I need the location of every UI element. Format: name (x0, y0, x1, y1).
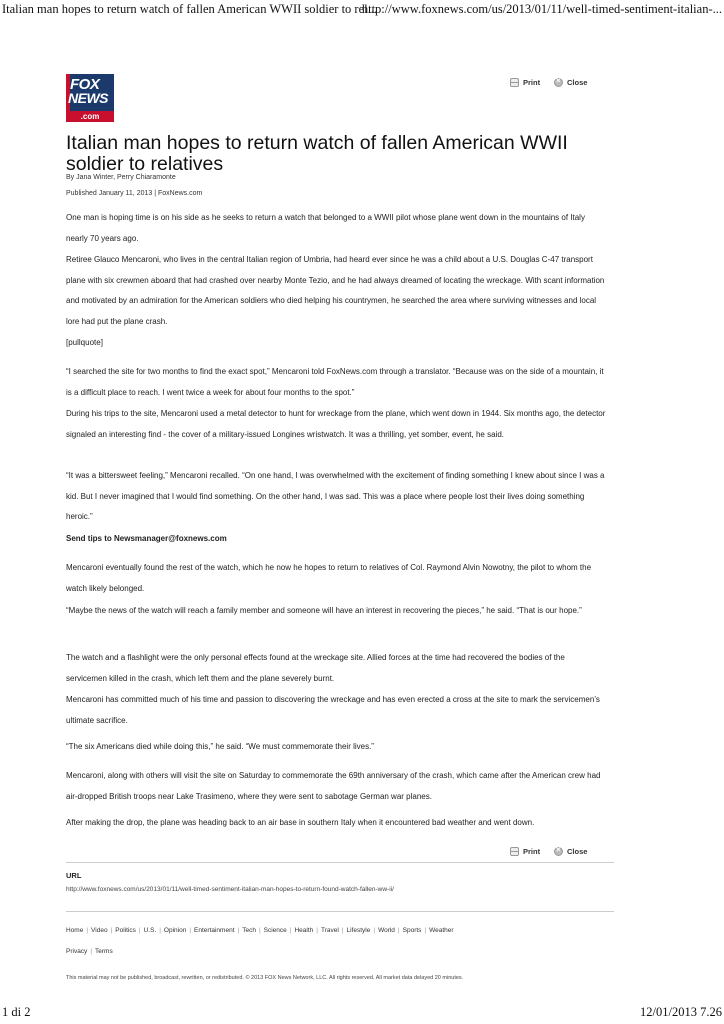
article-url[interactable]: http://www.foxnews.com/us/2013/01/11/well-timed-sentiment-italian-man-hopes-to-return-found-watch-fallen-ww-ii/ (66, 886, 394, 893)
nav-link-home[interactable]: Home (66, 927, 84, 934)
paragraph: Mencaroni has committed much of his time and passion to discovering the wreckage and has even erected a cross at the site to mark the servicemen’s ultimate sacrifice. (66, 695, 600, 725)
paragraph: Mencaroni, along with others will visit the site on Saturday to commemorate the 69th anniversary of the crash, which came after the American crew had air-dropped British troops near Lake Trasimeno, where they were sent to sabotage German war planes. (66, 771, 601, 801)
nav-link-science[interactable]: Science (263, 927, 287, 934)
printer-icon (510, 847, 519, 856)
nav-link-health[interactable]: Health (294, 927, 314, 934)
byline: By Jana Winter, Perry Chiaramonte (66, 174, 176, 181)
copyright-notice: This material may not be published, broadcast, rewritten, or redistributed. © 2013 FOX News Network, LLC. All rights reserved. All market data delayed 20 minutes. (66, 975, 464, 981)
print-datetime: 12/01/2013 7.26 (640, 1005, 722, 1019)
tips-line: Send tips to Newsmanager@foxnews.com (66, 534, 227, 543)
paragraph: After making the drop, the plane was heading back to an air base in southern Italy when it encountered bad weather and went down. (66, 818, 535, 827)
paragraph: One man is hoping time is on his side as he seeks to return a watch that belonged to a WWII pilot whose plane went down in the mountains of Italy nearly 70 years ago. (66, 213, 585, 243)
browser-url: http://www.foxnews.com/us/2013/01/11/well-timed-sentiment-italian-... (361, 2, 722, 16)
paragraph: The watch and a flashlight were the only personal effects found at the wreckage site. Allied forces at the time had recovered the bodies of the servicemen killed in the crash, which left them and the plane severely burnt. (66, 653, 565, 683)
nav-link-world[interactable]: World (378, 927, 395, 934)
fox-news-logo[interactable] (66, 74, 114, 122)
printer-icon (510, 78, 519, 87)
nav-link-us[interactable]: U.S. (143, 927, 157, 934)
article-title: Italian man hopes to return watch of fallen American WWII soldier to relatives (66, 132, 568, 175)
nav-link-video[interactable]: Video (91, 927, 108, 934)
nav-link-privacy[interactable]: Privacy (66, 948, 88, 955)
nav-link-terms[interactable]: Terms (95, 948, 113, 955)
nav-link-weather[interactable]: Weather (429, 927, 454, 934)
print-label: Print (523, 847, 541, 856)
browser-page-title: Italian man hopes to return watch of fallen American WWII soldier to rel... (2, 2, 377, 16)
nav-link-sports[interactable]: Sports (402, 927, 422, 934)
divider (66, 862, 614, 863)
nav-link-politics[interactable]: Politics (115, 927, 136, 934)
nav-link-travel[interactable]: Travel (320, 927, 339, 934)
close-label: Close (567, 847, 588, 856)
nav-link-opinion[interactable]: Opinion (163, 927, 187, 934)
paragraph: Mencaroni eventually found the rest of the watch, which he now he hopes to return to relatives of Col. Raymond Alvin Nowotny, the pilot to whom the watch likely belonged. (66, 563, 592, 593)
close-icon (554, 847, 563, 856)
url-label: URL (66, 871, 82, 880)
published-date: Published January 11, 2013 | FoxNews.com (66, 190, 203, 197)
close-button[interactable] (554, 78, 587, 87)
nav-link-lifestyle[interactable]: Lifestyle (346, 927, 371, 934)
close-button-bottom[interactable] (554, 847, 587, 856)
footer-legal-nav: Privacy | Terms (66, 948, 113, 955)
close-label: Close (567, 78, 588, 87)
paragraph: Retiree Glauco Mencaroni, who lives in the central Italian region of Umbria, had heard ever since he was a child about a U.S. Douglas C-47 transport plane with six crewmen aboard that had crashed over nearby Monte Tezio, and he had always dreamed of locating the wreckage. With scant information and motivated by an admiration for the American soldiers who died helping his countrymen, he searched the area where surviving witnesses and local lore had put the plane crash. (66, 255, 605, 326)
paragraph: During his trips to the site, Mencaroni used a metal detector to hunt for wreckage from the plane, which went down in 1944. Six months ago, the detector signaled an interesting find - the cover of a military-issued Longines wristwatch. It was a thrilling, yet somber, event, he said. (66, 409, 606, 439)
pullquote-placeholder: [pullquote] (66, 338, 103, 347)
logo-line1: FOX (70, 76, 100, 93)
print-label: Print (523, 78, 541, 87)
divider (66, 911, 614, 912)
footer-nav: Home | Video | Politics | U.S. | Opinion | Entertainment | Tech | Science | Health | Travel | Lifestyle | World | Sports | Weather (66, 927, 454, 934)
print-button-bottom[interactable] (510, 847, 540, 856)
page-counter: 1 di 2 (2, 1005, 31, 1019)
paragraph: “It was a bittersweet feeling,” Mencaroni recalled. “On one hand, I was overwhelmed with the excitement of finding something I knew about since I was a kid. But I never imagined that I would find something. On the other hand, I was sad. This was a place where people lost their lives doing something heroic.” (66, 471, 605, 521)
print-button[interactable] (510, 78, 540, 87)
nav-link-entertainment[interactable]: Entertainment (194, 927, 235, 934)
close-icon (554, 78, 563, 87)
logo-line3: .com (66, 111, 114, 122)
paragraph: “Maybe the news of the watch will reach a family member and someone will have an interest in recovering the pieces,” he said. “That is our hope.” (66, 606, 582, 615)
paragraph: “I searched the site for two months to find the exact spot,” Mencaroni told FoxNews.com through a translator. “Because was on the side of a mountain, it is a difficult place to reach. I went twice a week for about four months to the spot.” (66, 367, 604, 397)
nav-link-tech[interactable]: Tech (242, 927, 256, 934)
logo-line2: NEWS (68, 90, 108, 106)
paragraph: “The six Americans died while doing this,” he said. “We must commemorate their lives.” (66, 742, 374, 751)
